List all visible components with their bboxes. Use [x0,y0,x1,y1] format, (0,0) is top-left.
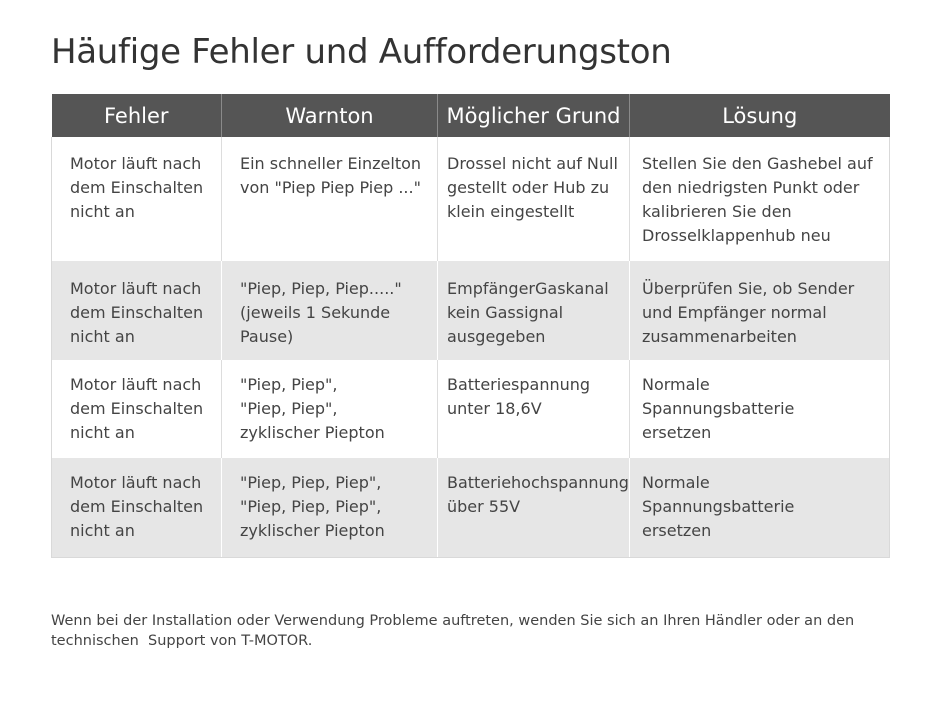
cell-line: nicht an [70,327,135,346]
cell-line: ersetzen [642,521,712,540]
header-warnton: Warnton [222,94,438,137]
footer-line: technischen Support von T-MOTOR. [51,633,313,649]
cell-moeglicher-grund [438,360,630,458]
cell-line: Stellen Sie den Gashebel auf [642,154,873,173]
cell-line: nicht an [70,202,135,221]
cell-line: Batteriehochspannung [447,473,629,492]
cell-line: ausgegeben [447,327,546,346]
cell-line: von "Piep Piep Piep ..." [240,178,421,197]
table-row [52,261,890,360]
cell-fehler [52,360,222,458]
table-row [52,137,890,261]
cell-line: Überprüfen Sie, ob Sender [642,279,855,298]
error-table [51,94,890,558]
cell-line: EmpfängerGaskanal [447,279,609,298]
cell-loesung [630,137,890,261]
cell-line: zyklischer Piepton [240,521,385,540]
cell-line: klein eingestellt [447,202,575,221]
cell-line: Drossel nicht auf Null [447,154,618,173]
cell-line: nicht an [70,423,135,442]
cell-warnton [222,458,438,557]
cell-fehler [52,458,222,557]
footer-note [51,611,881,651]
cell-line: Normale [642,473,710,492]
header-fehler: Fehler [52,94,222,137]
cell-line: Drosselklappenhub neu [642,226,831,245]
cell-warnton [222,261,438,360]
header-moeglicher-grund: Möglicher Grund [438,94,630,137]
cell-line: Normale [642,375,710,394]
cell-line: "Piep, Piep, Piep....." [240,279,402,298]
cell-loesung [630,360,890,458]
cell-line: und Empfänger normal [642,303,827,322]
cell-line: Batteriespannung [447,375,591,394]
cell-line: dem Einschalten [70,399,204,418]
cell-line: "Piep, Piep", [240,375,338,394]
cell-line: "Piep, Piep, Piep", [240,497,382,516]
cell-line: zusammenarbeiten [642,327,797,346]
cell-line: Spannungsbatterie [642,399,795,418]
cell-moeglicher-grund [438,261,630,360]
cell-line: zyklischer Piepton [240,423,385,442]
cell-line: den niedrigsten Punkt oder [642,178,860,197]
cell-line: (jeweils 1 Sekunde [240,303,391,322]
cell-line: dem Einschalten [70,303,204,322]
error-table-container [51,94,889,558]
cell-moeglicher-grund [438,458,630,557]
cell-line: dem Einschalten [70,497,204,516]
cell-line: kein Gassignal [447,303,564,322]
cell-line: Ein schneller Einzelton [240,154,422,173]
cell-line: Motor läuft nach [70,154,202,173]
cell-line: über 55V [447,497,521,516]
page-title: Häufige Fehler und Aufforderungston [51,32,672,72]
cell-line: "Piep, Piep", [240,399,338,418]
cell-line: nicht an [70,521,135,540]
cell-line: ersetzen [642,423,712,442]
cell-line: gestellt oder Hub zu [447,178,610,197]
cell-fehler [52,137,222,261]
cell-loesung [630,458,890,557]
table-row [52,458,890,557]
cell-fehler [52,261,222,360]
cell-line: Spannungsbatterie [642,497,795,516]
cell-warnton [222,137,438,261]
cell-line: dem Einschalten [70,178,204,197]
footer-line: Wenn bei der Installation oder Verwendung Probleme auftreten, wenden Sie sich an Ihren Händler oder an den [51,613,855,629]
cell-line: Motor läuft nach [70,473,202,492]
cell-line: Motor läuft nach [70,375,202,394]
cell-line: unter 18,6V [447,399,542,418]
cell-moeglicher-grund [438,137,630,261]
cell-line: Motor läuft nach [70,279,202,298]
cell-line: "Piep, Piep, Piep", [240,473,382,492]
header-loesung: Lösung [630,94,890,137]
cell-line: Pause) [240,327,294,346]
table-row [52,360,890,458]
cell-warnton [222,360,438,458]
table-header-row [52,94,890,137]
cell-loesung [630,261,890,360]
cell-line: kalibrieren Sie den [642,202,792,221]
